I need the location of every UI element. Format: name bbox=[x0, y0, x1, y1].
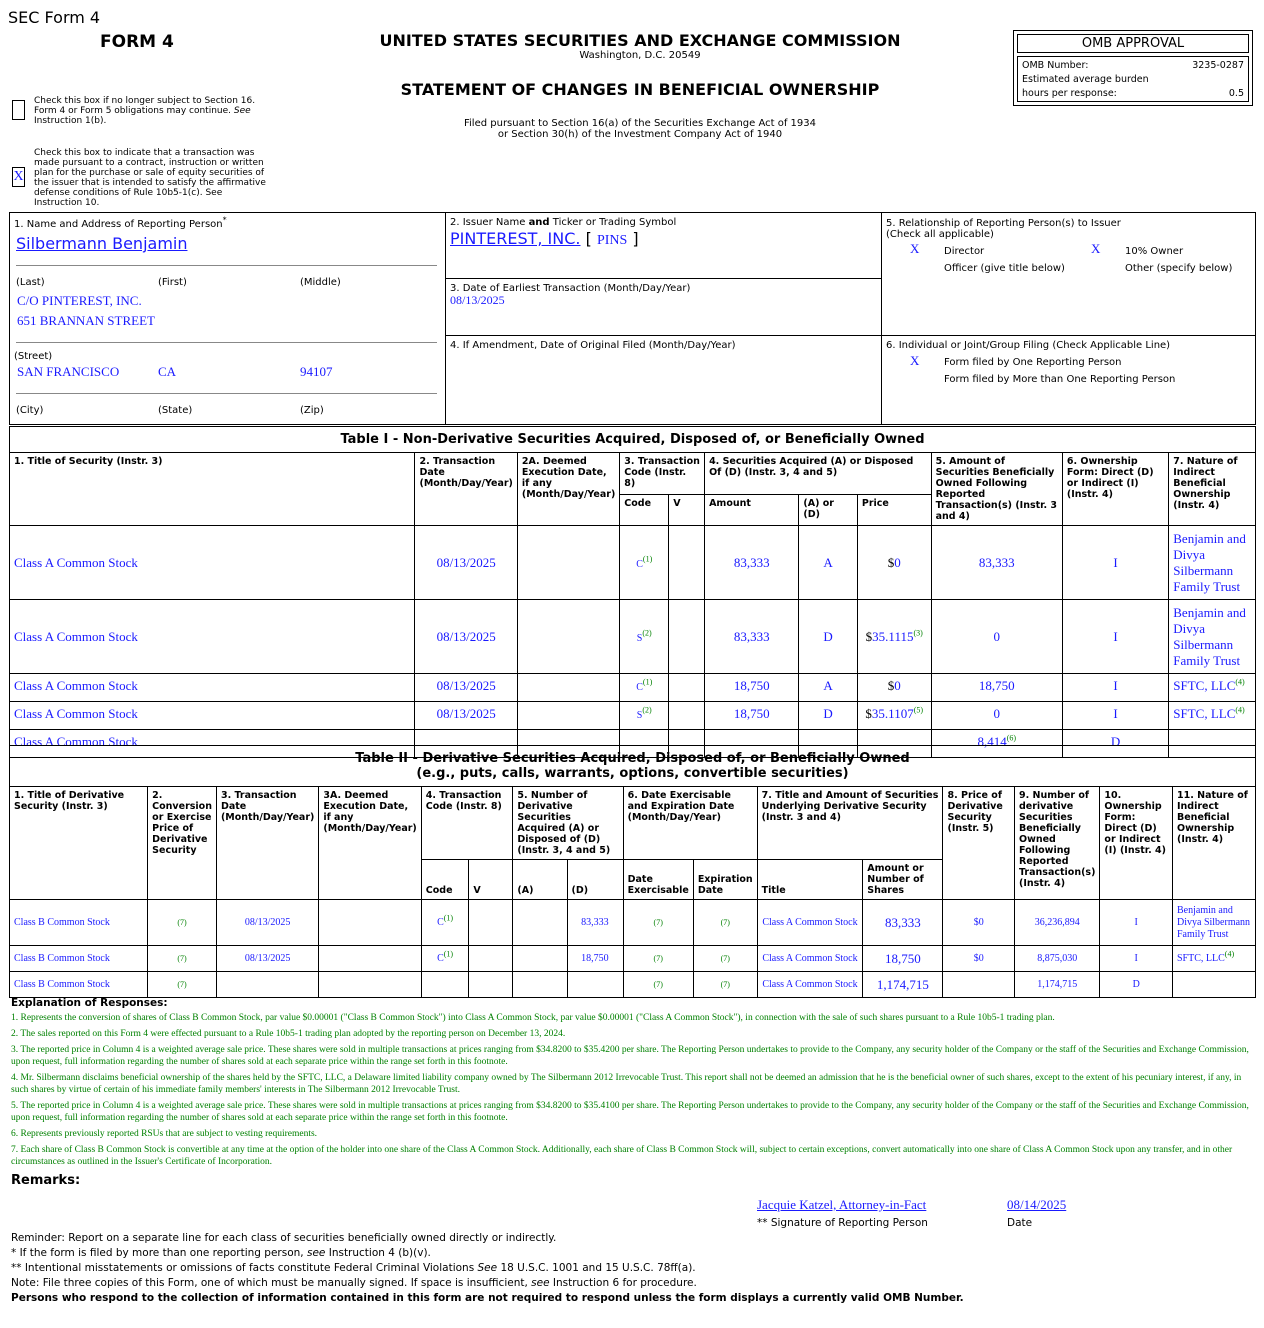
t1-code-value: S bbox=[636, 710, 643, 721]
t1-nature-value: Benjamin and Divya Silbermann Family Trust bbox=[1173, 604, 1246, 668]
issuer-box bbox=[445, 212, 882, 279]
t1-v bbox=[669, 674, 705, 702]
t1-owned-value: 18,750 bbox=[978, 678, 1015, 693]
table2-title-line2: (e.g., puts, calls, warrants, options, convertible securities) bbox=[416, 766, 849, 781]
footer-line2-see: see bbox=[306, 1247, 326, 1259]
t1-deemed bbox=[517, 600, 619, 674]
t1-col-owned: 5. Amount of Securities Beneficially Owned Following Reported Transaction(s) (Instr. 3 and 4) bbox=[931, 453, 1062, 526]
t1-nature-value: SFTC, LLC bbox=[1173, 706, 1236, 721]
t2-date bbox=[216, 972, 318, 998]
t2-col-underlying: 7. Title and Amount of Securities Underlying Derivative Security (Instr. 3 and 4) bbox=[757, 787, 943, 860]
t2-underlying-amount: 18,750 bbox=[863, 946, 943, 972]
t1-price-value: 35.1107 bbox=[871, 706, 914, 721]
signature-date-link[interactable]: 08/14/2025 bbox=[1007, 1197, 1067, 1212]
t2-underlying-title: Class A Common Stock bbox=[757, 972, 863, 998]
first-label: (First) bbox=[158, 277, 187, 288]
t1-price-footnote: (5) bbox=[913, 705, 924, 715]
t1-v bbox=[669, 600, 705, 674]
relationship-label-2: (Check all applicable) bbox=[886, 229, 994, 240]
t2-exercisable-footnote: (7) bbox=[653, 918, 663, 927]
footnote-1: 1. Represents the conversion of shares of Class B Common Stock, par value $0.00001 ("Class B Common Stock") into Class A Common Stock, par value $0.00001 ("Class A Common Stock"), in connection with the sale of such shares pursuant to a Rule 10b5-1 trading plan. bbox=[11, 1013, 1055, 1023]
ten-percent-owner-mark[interactable]: X bbox=[1091, 241, 1101, 256]
director-label: Director bbox=[944, 246, 985, 257]
date-label: Date bbox=[1007, 1217, 1033, 1229]
t1-owned bbox=[931, 600, 1062, 674]
t1-date: 08/13/2025 bbox=[415, 600, 517, 674]
t2-price: $0 bbox=[943, 900, 1015, 946]
t1-ad: D bbox=[799, 600, 857, 674]
footer-line4-see: see bbox=[531, 1277, 550, 1289]
footer-copies-note bbox=[11, 1277, 697, 1289]
t2-form: I bbox=[1100, 900, 1173, 946]
ticker-bracket-close: ] bbox=[632, 229, 639, 248]
footnote-5: 5. The reported price in Column 4 is a weighted average sale price. These shares were sold in multiple transactions at prices ranging from $34.8200 to $35.4100 per share. The Reporting Person undertakes to provide to the Company, any security holder of the Company or the staff of the Securities and Exchange Commission, upon request, full information regarding the number of shares sold at each separate price within the range set forth in this footnote. bbox=[11, 1101, 1249, 1123]
t2-code-value: C bbox=[437, 953, 444, 964]
table1-row bbox=[10, 526, 1256, 600]
footer-line2-b: Instruction 4 (b)(v). bbox=[328, 1247, 431, 1259]
t1-nature bbox=[1169, 702, 1256, 730]
t2-nature-value: SFTC, LLC bbox=[1177, 953, 1225, 964]
t1-price-value: 35.1115 bbox=[872, 628, 914, 644]
more-person-label: Form filed by More than One Reporting Person bbox=[944, 374, 1176, 385]
t2-code-footnote: (1) bbox=[443, 949, 454, 959]
table1-row bbox=[10, 674, 1256, 702]
t1-deemed bbox=[517, 526, 619, 600]
t2-expiration-footnote: (7) bbox=[720, 980, 730, 989]
middle-label: (Middle) bbox=[300, 277, 341, 288]
t1-date: 08/13/2025 bbox=[415, 674, 517, 702]
t2-col-number: 5. Number of Derivative Securities Acquired (A) or Disposed of (D) (Instr. 3, 4 and 5) bbox=[513, 787, 623, 860]
t2-sub-v: V bbox=[469, 860, 513, 900]
section16-checkbox[interactable] bbox=[12, 100, 25, 120]
t2-sub-expiration: Expiration Date bbox=[693, 860, 757, 900]
t1-ad: D bbox=[799, 702, 857, 730]
signature-link[interactable]: Jacquie Katzel, Attorney-in-Fact bbox=[757, 1197, 927, 1212]
t1-form: I bbox=[1062, 600, 1168, 674]
footer-line3-a: ** Intentional misstatements or omissions of facts constitute Federal Criminal Violations bbox=[11, 1262, 475, 1274]
relationship-box bbox=[881, 212, 1256, 336]
footer-line3-see: See bbox=[477, 1262, 498, 1274]
t2-nature bbox=[1173, 972, 1256, 998]
t2-a bbox=[513, 900, 567, 946]
t2-price bbox=[943, 972, 1015, 998]
t2-underlying-amount: 83,333 bbox=[863, 900, 943, 946]
t2-code-value: C bbox=[437, 917, 444, 928]
ten-percent-owner-label: 10% Owner bbox=[1125, 246, 1184, 257]
t2-conversion bbox=[148, 972, 217, 998]
state-label: (State) bbox=[158, 405, 193, 416]
t2-expiration bbox=[693, 946, 757, 972]
t1-code-footnote: (2) bbox=[642, 628, 652, 638]
t1-price-value: 0 bbox=[894, 678, 901, 693]
t1-amount: 83,333 bbox=[705, 600, 799, 674]
t2-exercisable bbox=[623, 972, 693, 998]
reporting-person-label-text: 1. Name and Address of Reporting Person bbox=[14, 219, 223, 230]
t1-v bbox=[669, 526, 705, 600]
omb-burden-label: Estimated average burden bbox=[1022, 74, 1149, 85]
reporting-person-label bbox=[14, 215, 227, 230]
t1-amount: 18,750 bbox=[705, 674, 799, 702]
page-title: SEC Form 4 bbox=[8, 8, 101, 27]
explanation-title: Explanation of Responses: bbox=[11, 997, 168, 1009]
statement-title: STATEMENT OF CHANGES IN BENEFICIAL OWNERSHIP bbox=[400, 80, 880, 99]
table2-title bbox=[9, 745, 1256, 787]
t1-code-footnote: (1) bbox=[642, 554, 653, 564]
t2-owned: 8,875,030 bbox=[1015, 946, 1100, 972]
footer-line2-a: * If the form is filed by more than one reporting person, bbox=[11, 1247, 304, 1259]
issuer-label bbox=[450, 217, 676, 228]
t2-conversion-footnote: (7) bbox=[177, 954, 187, 963]
omb-hours-label: hours per response: bbox=[1022, 88, 1117, 99]
reporting-person-name-link[interactable]: Silbermann Benjamin bbox=[16, 234, 188, 253]
t2-sub-exercisable: Date Exercisable bbox=[623, 860, 693, 900]
t1-price bbox=[857, 674, 931, 702]
footer-misstatements bbox=[11, 1262, 696, 1274]
t1-owned-footnote: (6) bbox=[1006, 733, 1017, 743]
t1-amount: 83,333 bbox=[705, 526, 799, 600]
table1-row bbox=[10, 702, 1256, 730]
t1-nature bbox=[1169, 674, 1256, 702]
signature-label: ** Signature of Reporting Person bbox=[757, 1217, 928, 1229]
t2-exercisable-footnote: (7) bbox=[653, 954, 663, 963]
form-label: FORM 4 bbox=[100, 32, 174, 52]
t2-v bbox=[469, 946, 513, 972]
t1-code-value: C bbox=[636, 682, 643, 693]
table2-row bbox=[10, 946, 1256, 972]
t1-form: D bbox=[1062, 730, 1168, 758]
issuer-name-row bbox=[450, 229, 639, 249]
footnote-7: 7. Each share of Class B Common Stock is convertible at any time at the option of the holder into one share of the Class A Common Stock. Additionally, each share of Class B Common Stock will, subject to certain exceptions, convert automatically into one share of Class A Common Stock upon any transfer, and in other circumstances as outlined in the Issuer's Certificate of Incorporation. bbox=[11, 1145, 1233, 1167]
t1-price-value: 0 bbox=[894, 554, 901, 570]
t1-col-title: 1. Title of Security (Instr. 3) bbox=[10, 453, 415, 526]
t2-conversion-footnote: (7) bbox=[177, 980, 187, 989]
t1-price bbox=[857, 526, 931, 600]
t2-exercisable bbox=[623, 900, 693, 946]
t1-owned-value: 0 bbox=[993, 706, 1000, 721]
t1-nature-footnote: (4) bbox=[1235, 705, 1245, 715]
t2-conversion-footnote: (7) bbox=[177, 918, 187, 927]
omb-approval-box bbox=[1013, 30, 1253, 106]
footnote-4: 4. Mr. Silbermann disclaims beneficial ownership of the shares held by the SFTC, LLC, a Delaware limited liability company owned by The Silbermann 2012 Irrevocable Trust. This report shall not be deemed an admission that he is the beneficial owner of such shares, except to the extent of his pecuniary interest, if any, in such shares by virtue of certain of his immediate family members' interests in The Silbermann 2012 Irrevocable Trust. bbox=[11, 1073, 1242, 1095]
t1-col-date: 2. Transaction Date (Month/Day/Year) bbox=[415, 453, 517, 526]
t1-amount: 18,750 bbox=[705, 702, 799, 730]
filed-pursuant-line1: Filed pursuant to Section 16(a) of the Securities Exchange Act of 1934 bbox=[464, 118, 816, 129]
t2-sub-d: (D) bbox=[567, 860, 623, 900]
omb-title: OMB APPROVAL bbox=[1017, 34, 1249, 53]
table1-title: Table I - Non-Derivative Securities Acquired, Disposed of, or Beneficially Owned bbox=[9, 426, 1256, 453]
agency-city: Washington, D.C. 20549 bbox=[579, 50, 701, 61]
director-mark[interactable]: X bbox=[910, 241, 920, 256]
t2-exercisable bbox=[623, 946, 693, 972]
footer-line3-b: 18 U.S.C. 1001 and 15 U.S.C. 78ff(a). bbox=[500, 1262, 696, 1274]
address-line1: C/O PINTEREST, INC. bbox=[17, 293, 142, 308]
footer-line4-a: Note: File three copies of this Form, one of which must be manually signed. If space is insufficient, bbox=[11, 1277, 528, 1289]
t2-code bbox=[421, 946, 469, 972]
t2-v bbox=[469, 900, 513, 946]
t2-conversion bbox=[148, 900, 217, 946]
t1-col-form: 6. Ownership Form: Direct (D) or Indirect (I) (Instr. 4) bbox=[1062, 453, 1168, 526]
zip-label: (Zip) bbox=[300, 405, 324, 416]
city-value: SAN FRANCISCO bbox=[17, 364, 120, 379]
t2-col-form: 10. Ownership Form: Direct (D) or Indirect (I) (Instr. 4) bbox=[1100, 787, 1173, 900]
reporting-person-box bbox=[9, 212, 446, 425]
t2-form: D bbox=[1100, 972, 1173, 998]
t2-deemed bbox=[319, 900, 421, 946]
t2-code bbox=[421, 972, 469, 998]
t2-d: 18,750 bbox=[567, 946, 623, 972]
t1-code-footnote: (2) bbox=[642, 705, 652, 715]
table1 bbox=[9, 452, 1256, 758]
table2 bbox=[9, 786, 1256, 998]
t1-code bbox=[620, 702, 669, 730]
t1-col-deemed: 2A. Deemed Execution Date, if any (Month/Day/Year) bbox=[517, 453, 619, 526]
table2-row bbox=[10, 900, 1256, 946]
t2-date: 08/13/2025 bbox=[216, 900, 318, 946]
omb-hours: 0.5 bbox=[1228, 88, 1244, 99]
t2-a bbox=[513, 946, 567, 972]
t1-owned-value: 0 bbox=[993, 628, 1000, 644]
t1-date: 08/13/2025 bbox=[415, 526, 517, 600]
section16-text-a: Check this box if no longer subject to Section 16. Form 4 or Form 5 obligations may continue. bbox=[34, 96, 256, 116]
t1-sub-price: Price bbox=[857, 495, 931, 526]
t2-expiration-footnote: (7) bbox=[720, 918, 730, 927]
t2-owned: 36,236,894 bbox=[1015, 900, 1100, 946]
earliest-date-label: 3. Date of Earliest Transaction (Month/Day/Year) bbox=[450, 283, 691, 294]
t2-col-conversion: 2. Conversion or Exercise Price of Derivative Security bbox=[148, 787, 217, 900]
section16-checkbox-label bbox=[34, 96, 260, 126]
t1-security: Class A Common Stock bbox=[10, 674, 415, 702]
t2-nature bbox=[1173, 900, 1256, 946]
t2-underlying-amount: 1,174,715 bbox=[863, 972, 943, 998]
omb-number-label: OMB Number: bbox=[1022, 60, 1089, 71]
t2-a bbox=[513, 972, 567, 998]
table1-row bbox=[10, 600, 1256, 674]
t2-price: $0 bbox=[943, 946, 1015, 972]
t2-d bbox=[567, 972, 623, 998]
officer-label: Officer (give title below) bbox=[944, 263, 1065, 274]
ticker-symbol: PINS bbox=[596, 233, 628, 248]
table2-row bbox=[10, 972, 1256, 998]
t1-form: I bbox=[1062, 674, 1168, 702]
t1-nature-footnote: (4) bbox=[1235, 677, 1245, 687]
t2-expiration bbox=[693, 900, 757, 946]
t1-code-value: C bbox=[636, 558, 643, 570]
t2-col-owned: 9. Number of derivative Securities Beneficially Owned Following Reported Transaction(s) (Instr. 4) bbox=[1015, 787, 1100, 900]
t1-nature bbox=[1169, 526, 1256, 600]
rule10b5-checkbox-label: Check this box to indicate that a transaction was made pursuant to a contract, instruction or written plan for the purchase or sale of equity securities of the issuer that is intended to satisfy the affirmative defense conditions of Rule 10b5-1(c). See Instruction 10. bbox=[34, 148, 266, 208]
t1-sub-ad: (A) or (D) bbox=[799, 495, 857, 526]
t1-sub-amount: Amount bbox=[705, 495, 799, 526]
footer-multiple-persons bbox=[11, 1247, 431, 1259]
relationship-label: 5. Relationship of Reporting Person(s) to Issuer bbox=[886, 218, 1121, 229]
amendment-label: 4. If Amendment, Date of Original Filed (Month/Day/Year) bbox=[450, 340, 736, 351]
t1-security: Class A Common Stock bbox=[10, 730, 415, 758]
t2-deemed bbox=[319, 972, 421, 998]
t1-security: Class A Common Stock bbox=[10, 702, 415, 730]
t1-ad: A bbox=[799, 674, 857, 702]
ticker-bracket-open: [ bbox=[585, 229, 592, 248]
t1-deemed bbox=[517, 674, 619, 702]
t2-code bbox=[421, 900, 469, 946]
t1-col-nature: 7. Nature of Indirect Beneficial Ownership (Instr. 4) bbox=[1169, 453, 1256, 526]
t2-sub-code: Code bbox=[421, 860, 469, 900]
street-label: (Street) bbox=[14, 351, 53, 362]
t1-price bbox=[857, 600, 931, 674]
t1-security: Class A Common Stock bbox=[10, 600, 415, 674]
footnote-2: 2. The sales reported on this Form 4 were effected pursuant to a Rule 10b5-1 trading plan adopted by the reporting person on December 13, 2024. bbox=[11, 1029, 566, 1039]
t2-underlying-title: Class A Common Stock bbox=[757, 946, 863, 972]
agency-name: UNITED STATES SECURITIES AND EXCHANGE COMMISSION bbox=[379, 31, 901, 50]
remarks-title: Remarks: bbox=[11, 1173, 81, 1188]
t2-nature-value: Benjamin and Divya Silbermann Family Trust bbox=[1177, 904, 1251, 940]
t1-form: I bbox=[1062, 526, 1168, 600]
t2-col-price: 8. Price of Derivative Security (Instr. 5) bbox=[943, 787, 1015, 900]
omb-number: 3235-0287 bbox=[1192, 60, 1244, 71]
t1-owned-value: 8,414 bbox=[977, 734, 1007, 749]
t1-code-footnote: (1) bbox=[642, 677, 653, 687]
t1-nature-value: SFTC, LLC bbox=[1173, 678, 1236, 693]
footer-line4-b: Instruction 6 for procedure. bbox=[552, 1277, 697, 1289]
state-value: CA bbox=[158, 364, 177, 379]
footer-reminder: Reminder: Report on a separate line for each class of securities beneficially owned directly or indirectly. bbox=[11, 1232, 557, 1244]
t1-owned bbox=[931, 702, 1062, 730]
last-label: (Last) bbox=[16, 277, 45, 288]
t1-sub-v: V bbox=[669, 495, 705, 526]
t1-col-code: 3. Transaction Code (Instr. 8) bbox=[620, 453, 705, 495]
footer-omb-notice: Persons who respond to the collection of information contained in this form are not required to respond unless the form displays a currently valid OMB Number. bbox=[11, 1292, 964, 1304]
t1-code bbox=[620, 600, 669, 674]
t2-conversion bbox=[148, 946, 217, 972]
t2-form: I bbox=[1100, 946, 1173, 972]
t2-expiration bbox=[693, 972, 757, 998]
t1-security: Class A Common Stock bbox=[10, 526, 415, 600]
t2-col-title: 1. Title of Derivative Security (Instr. 3) bbox=[10, 787, 148, 900]
issuer-label-b: Ticker or Trading Symbol bbox=[552, 217, 677, 228]
t1-ad: A bbox=[799, 526, 857, 600]
section16-see: See bbox=[233, 106, 251, 116]
t1-date: 08/13/2025 bbox=[415, 702, 517, 730]
city-label: (City) bbox=[16, 405, 44, 416]
t2-sub-title: Title bbox=[757, 860, 863, 900]
section16-text-b: Instruction 1(b). bbox=[34, 116, 107, 126]
t1-owned bbox=[931, 526, 1062, 600]
issuer-label-and: and bbox=[528, 217, 550, 228]
t1-nature-value: Benjamin and Divya Silbermann Family Trust bbox=[1173, 530, 1246, 594]
t1-code bbox=[620, 674, 669, 702]
zip-value: 94107 bbox=[300, 364, 333, 379]
reporting-person-star: * bbox=[222, 215, 227, 225]
t2-security: Class B Common Stock bbox=[10, 946, 148, 972]
rule10b5-checkbox[interactable]: X bbox=[12, 167, 25, 187]
t1-deemed bbox=[517, 702, 619, 730]
earliest-date-box bbox=[445, 278, 882, 336]
t2-owned: 1,174,715 bbox=[1015, 972, 1100, 998]
t1-nature bbox=[1169, 600, 1256, 674]
t1-price-footnote: (3) bbox=[913, 628, 923, 638]
t1-price-symbol: $ bbox=[865, 706, 872, 721]
issuer-name-link[interactable]: PINTEREST, INC. bbox=[450, 229, 581, 248]
t1-code-value: S bbox=[636, 632, 643, 644]
other-label: Other (specify below) bbox=[1125, 263, 1233, 274]
footnote-6: 6. Represents previously reported RSUs that are subject to vesting requirements. bbox=[11, 1129, 318, 1139]
footnote-3: 3. The reported price in Column 4 is a weighted average sale price. These shares were sold in multiple transactions at prices ranging from $34.8200 to $35.4200 per share. The Reporting Person undertakes to provide to the Company, any security holder of the Company or the staff of the Securities and Exchange Commission, upon request, full information regarding the number of shares sold at each separate price within the range set forth in this footnote. bbox=[11, 1045, 1249, 1067]
t2-deemed bbox=[319, 946, 421, 972]
t2-nature bbox=[1173, 946, 1256, 972]
t1-price-symbol: $ bbox=[887, 678, 895, 693]
omb-details bbox=[1017, 56, 1249, 102]
t2-security: Class B Common Stock bbox=[10, 972, 148, 998]
t2-col-code: 4. Transaction Code (Instr. 8) bbox=[421, 787, 513, 860]
amendment-box bbox=[445, 335, 882, 425]
address-line2: 651 BRANNAN STREET bbox=[17, 313, 155, 328]
t1-owned bbox=[931, 674, 1062, 702]
t2-col-deemed: 3A. Deemed Execution Date, if any (Month/Day/Year) bbox=[319, 787, 421, 900]
t2-col-date: 3. Transaction Date (Month/Day/Year) bbox=[216, 787, 318, 900]
t1-col-acquired: 4. Securities Acquired (A) or Disposed Of (D) (Instr. 3, 4 and 5) bbox=[705, 453, 932, 495]
t2-code-footnote: (1) bbox=[443, 913, 454, 923]
earliest-date-value: 08/13/2025 bbox=[450, 293, 505, 307]
filing-label: 6. Individual or Joint/Group Filing (Check Applicable Line) bbox=[886, 340, 1171, 351]
t1-code bbox=[620, 526, 669, 600]
t1-v bbox=[669, 702, 705, 730]
t1-owned-value: 83,333 bbox=[978, 554, 1015, 570]
filing-box bbox=[881, 335, 1256, 425]
t2-d: 83,333 bbox=[567, 900, 623, 946]
t2-sub-amount: Amount or Number of Shares bbox=[863, 860, 943, 900]
t2-exercisable-footnote: (7) bbox=[653, 980, 663, 989]
t1-price-symbol: $ bbox=[865, 628, 873, 644]
t2-date: 08/13/2025 bbox=[216, 946, 318, 972]
t1-price-symbol: $ bbox=[887, 554, 895, 570]
t1-form: I bbox=[1062, 702, 1168, 730]
one-person-label: Form filed by One Reporting Person bbox=[944, 357, 1122, 368]
t2-security: Class B Common Stock bbox=[10, 900, 148, 946]
t1-sub-code: Code bbox=[620, 495, 669, 526]
t2-nature-footnote: (4) bbox=[1224, 949, 1235, 959]
filed-pursuant-line2: or Section 30(h) of the Investment Company Act of 1940 bbox=[497, 129, 783, 140]
issuer-label-a: 2. Issuer Name bbox=[450, 217, 526, 228]
t2-underlying-title: Class A Common Stock bbox=[757, 900, 863, 946]
t2-expiration-footnote: (7) bbox=[720, 954, 730, 963]
t1-price bbox=[857, 702, 931, 730]
t2-col-nature: 11. Nature of Indirect Beneficial Ownership (Instr. 4) bbox=[1173, 787, 1256, 900]
t2-sub-a: (A) bbox=[513, 860, 567, 900]
t2-v bbox=[469, 972, 513, 998]
table2-title-line1: Table II - Derivative Securities Acquired, Disposed of, or Beneficially Owned bbox=[355, 751, 910, 766]
one-person-mark[interactable]: X bbox=[910, 353, 920, 368]
t2-col-exercisable: 6. Date Exercisable and Expiration Date (Month/Day/Year) bbox=[623, 787, 757, 860]
